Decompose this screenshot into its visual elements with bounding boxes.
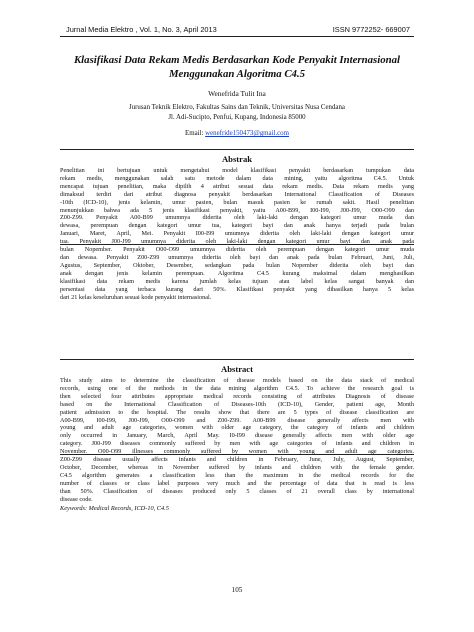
paragraph-line: than 50%. Classification of diseases produced only 5 classes of 21 overall class by international — [60, 487, 414, 495]
paragraph-line: patient admission to the hospital. The results show that there are 5 types of disease classification are — [60, 408, 414, 416]
paragraph-line: -10th (ICD-10), jenis kelamin, umur pasien, bulan masuk pasien ke rumah sakit. Hasil penelitian — [60, 198, 414, 206]
abstrak-body — [60, 167, 414, 301]
paragraph-line: rekam medis, menggunakan salah satu metode dalam data mining, yaitu algoritma C4.5. Untuk — [60, 174, 414, 182]
affiliation — [50, 103, 424, 122]
keywords: Keywords: Medical Records, ICD-10, C4.5 — [60, 505, 169, 512]
paragraph-line: This study aims to determine the classification of disease models based on the data stack of medical — [60, 377, 414, 384]
paragraph-line: dimaksud terdiri dari atribut diagnosa penyakit berdasarkan International Classification of Diseases — [60, 190, 414, 198]
paragraph-line: only occurred in January, March, April May. I0-I99 disease generally affects men with older age — [60, 432, 414, 440]
paragraph-line: number of classes or class label purposes very much and the percentage of data that is read is less — [60, 479, 414, 487]
paragraph-line: menunjukkan bahwa ada 5 jenis klasifikasi penyakit, yaitu A00-B99, I00-I99, J00-J99, O00-O99 dan — [60, 206, 414, 214]
paragraph-line: Z00-Z99 disease usually affects infants and children in February, June, July, August, September, — [60, 456, 414, 464]
paragraph-line: young and adult age categories, women with older age category, the category of infants and children — [60, 424, 414, 432]
paragraph-line: category. J00-J99 diseases commonly suffered by men with age categories of infants and children in — [60, 440, 414, 448]
paragraph-line: persentasi data yang terbaca kurang dari 50%. Klasifikasi penyakit yang dihasilkan hanya 5 kelas — [60, 285, 414, 293]
affiliation-line-2: Jl. Adi-Sucipto, Penfui, Kupang, Indonesia 85000 — [168, 113, 306, 121]
abstrak-heading: Abstrak — [221, 154, 253, 164]
paragraph-line: Penelitian ini bertujuan untuk mengetahui model klasifikasi penyakit berdasarkan tumpukan data — [60, 167, 414, 174]
paragraph-line: records, using one of the methods in the data mining algorithm C4.5. To achieve the research goal is — [60, 384, 414, 392]
header-rule — [60, 36, 414, 37]
paper-title — [50, 53, 424, 81]
abstract-body — [60, 377, 414, 504]
paragraph-line: October, December, whereas in November suffered by infants and children with the female gender. — [60, 463, 414, 471]
paragraph-line: tua. Penyakit J00-J99 umumnya diderita oleh laki-laki dengan kategori umur bayi dan anak pada — [60, 238, 414, 246]
paragraph-line: Januari, Maret, April, Mei. Penyakit I00-I99 umumnya diderita oleh laki-laki dengan kategori umur — [60, 230, 414, 238]
paragraph-line: Z00-Z99. Penyakit A00-B99 umumnya diderita oleh laki-laki dengan kategori umur muda dan — [60, 214, 414, 222]
paragraph-line: November. O00-O99 illnesses commonly suffered by women with young and adult age categories. — [60, 448, 414, 456]
email-link[interactable]: wenefride150473@gmail.com — [205, 130, 289, 137]
paragraph-line: klasifikasi data rekam medis karena jumlah kelas tujuan atau label kelas sangat banyak dan — [60, 277, 414, 285]
author-name: Wenefrida Tulit Ina — [208, 89, 266, 98]
abstract-heading: Abstract — [221, 364, 253, 374]
journal-citation: Jurnal Media Elektro , Vol. 1, No. 3, April 2013 — [66, 25, 217, 34]
issn-number: ISSN 9772252- 669007 — [332, 25, 410, 34]
paragraph-line: disease code. — [60, 495, 93, 503]
paragraph-line: anak dengan jenis kelamin perempuan. Algoritma C4.5 kurang maksimal dalam menghasilkan — [60, 269, 414, 277]
email-line — [50, 129, 424, 138]
paragraph-line: C4.5 algorithm generates a classification less than the maximum in the medical records for the — [60, 471, 414, 479]
paragraph-line: mencapai tujuan penelitian, maka dipilih 4 atribut sesuai data rekam medis. Data rekam medis yang — [60, 182, 414, 190]
paragraph-line: based on the International Classification of Diseases-10th (ICD-10), Gender, patient age, Month — [60, 400, 414, 408]
page-number: 105 — [231, 586, 243, 594]
paragraph-line: dari 21 kelas keseluruhan sesuai kode penyakit internasional. — [60, 293, 212, 301]
paragraph-line: dewasa, perempuan dengan kategori umur tua, kategori bayi dan anak hanya terjadi pada bulan — [60, 222, 414, 230]
paragraph-line: bulan Nopember. Penyakit O00-O99 umumnya diderita oleh perempuan dengan kategori umur muda — [60, 246, 414, 254]
email-label: Email: — [185, 130, 204, 137]
paragraph-line: A00-B99, I00-I99, J00-J99, O00-O99 and Z00-Z99. A00-B99 disease generally affects men with — [60, 416, 414, 424]
title-line-2: Menggunakan Algoritma C4.5 — [168, 68, 306, 80]
running-header — [60, 24, 414, 36]
affiliation-line-1: Jurusan Teknik Elektro, Fakultas Sains dan Teknik, Universitas Nusa Cendana — [129, 104, 345, 111]
paragraph-line: then selected four attributes appropriate medical records consisting of attributes Diagnosis of disease — [60, 392, 414, 400]
paragraph-line: Agustus, September, Oktober, Desember, sedangkan pada bulan Nopember diderita oleh bayi dan — [60, 261, 414, 269]
title-line-1: Klasifikasi Data Rekam Medis Berdasarkan Kode Penyakit Internasional — [73, 54, 401, 66]
paragraph-line: dan dewasa. Penyakit Z00-Z99 umumnya diderita oleh bayi dan anak pada bulan Februari, Juni, Juli, — [60, 253, 414, 261]
